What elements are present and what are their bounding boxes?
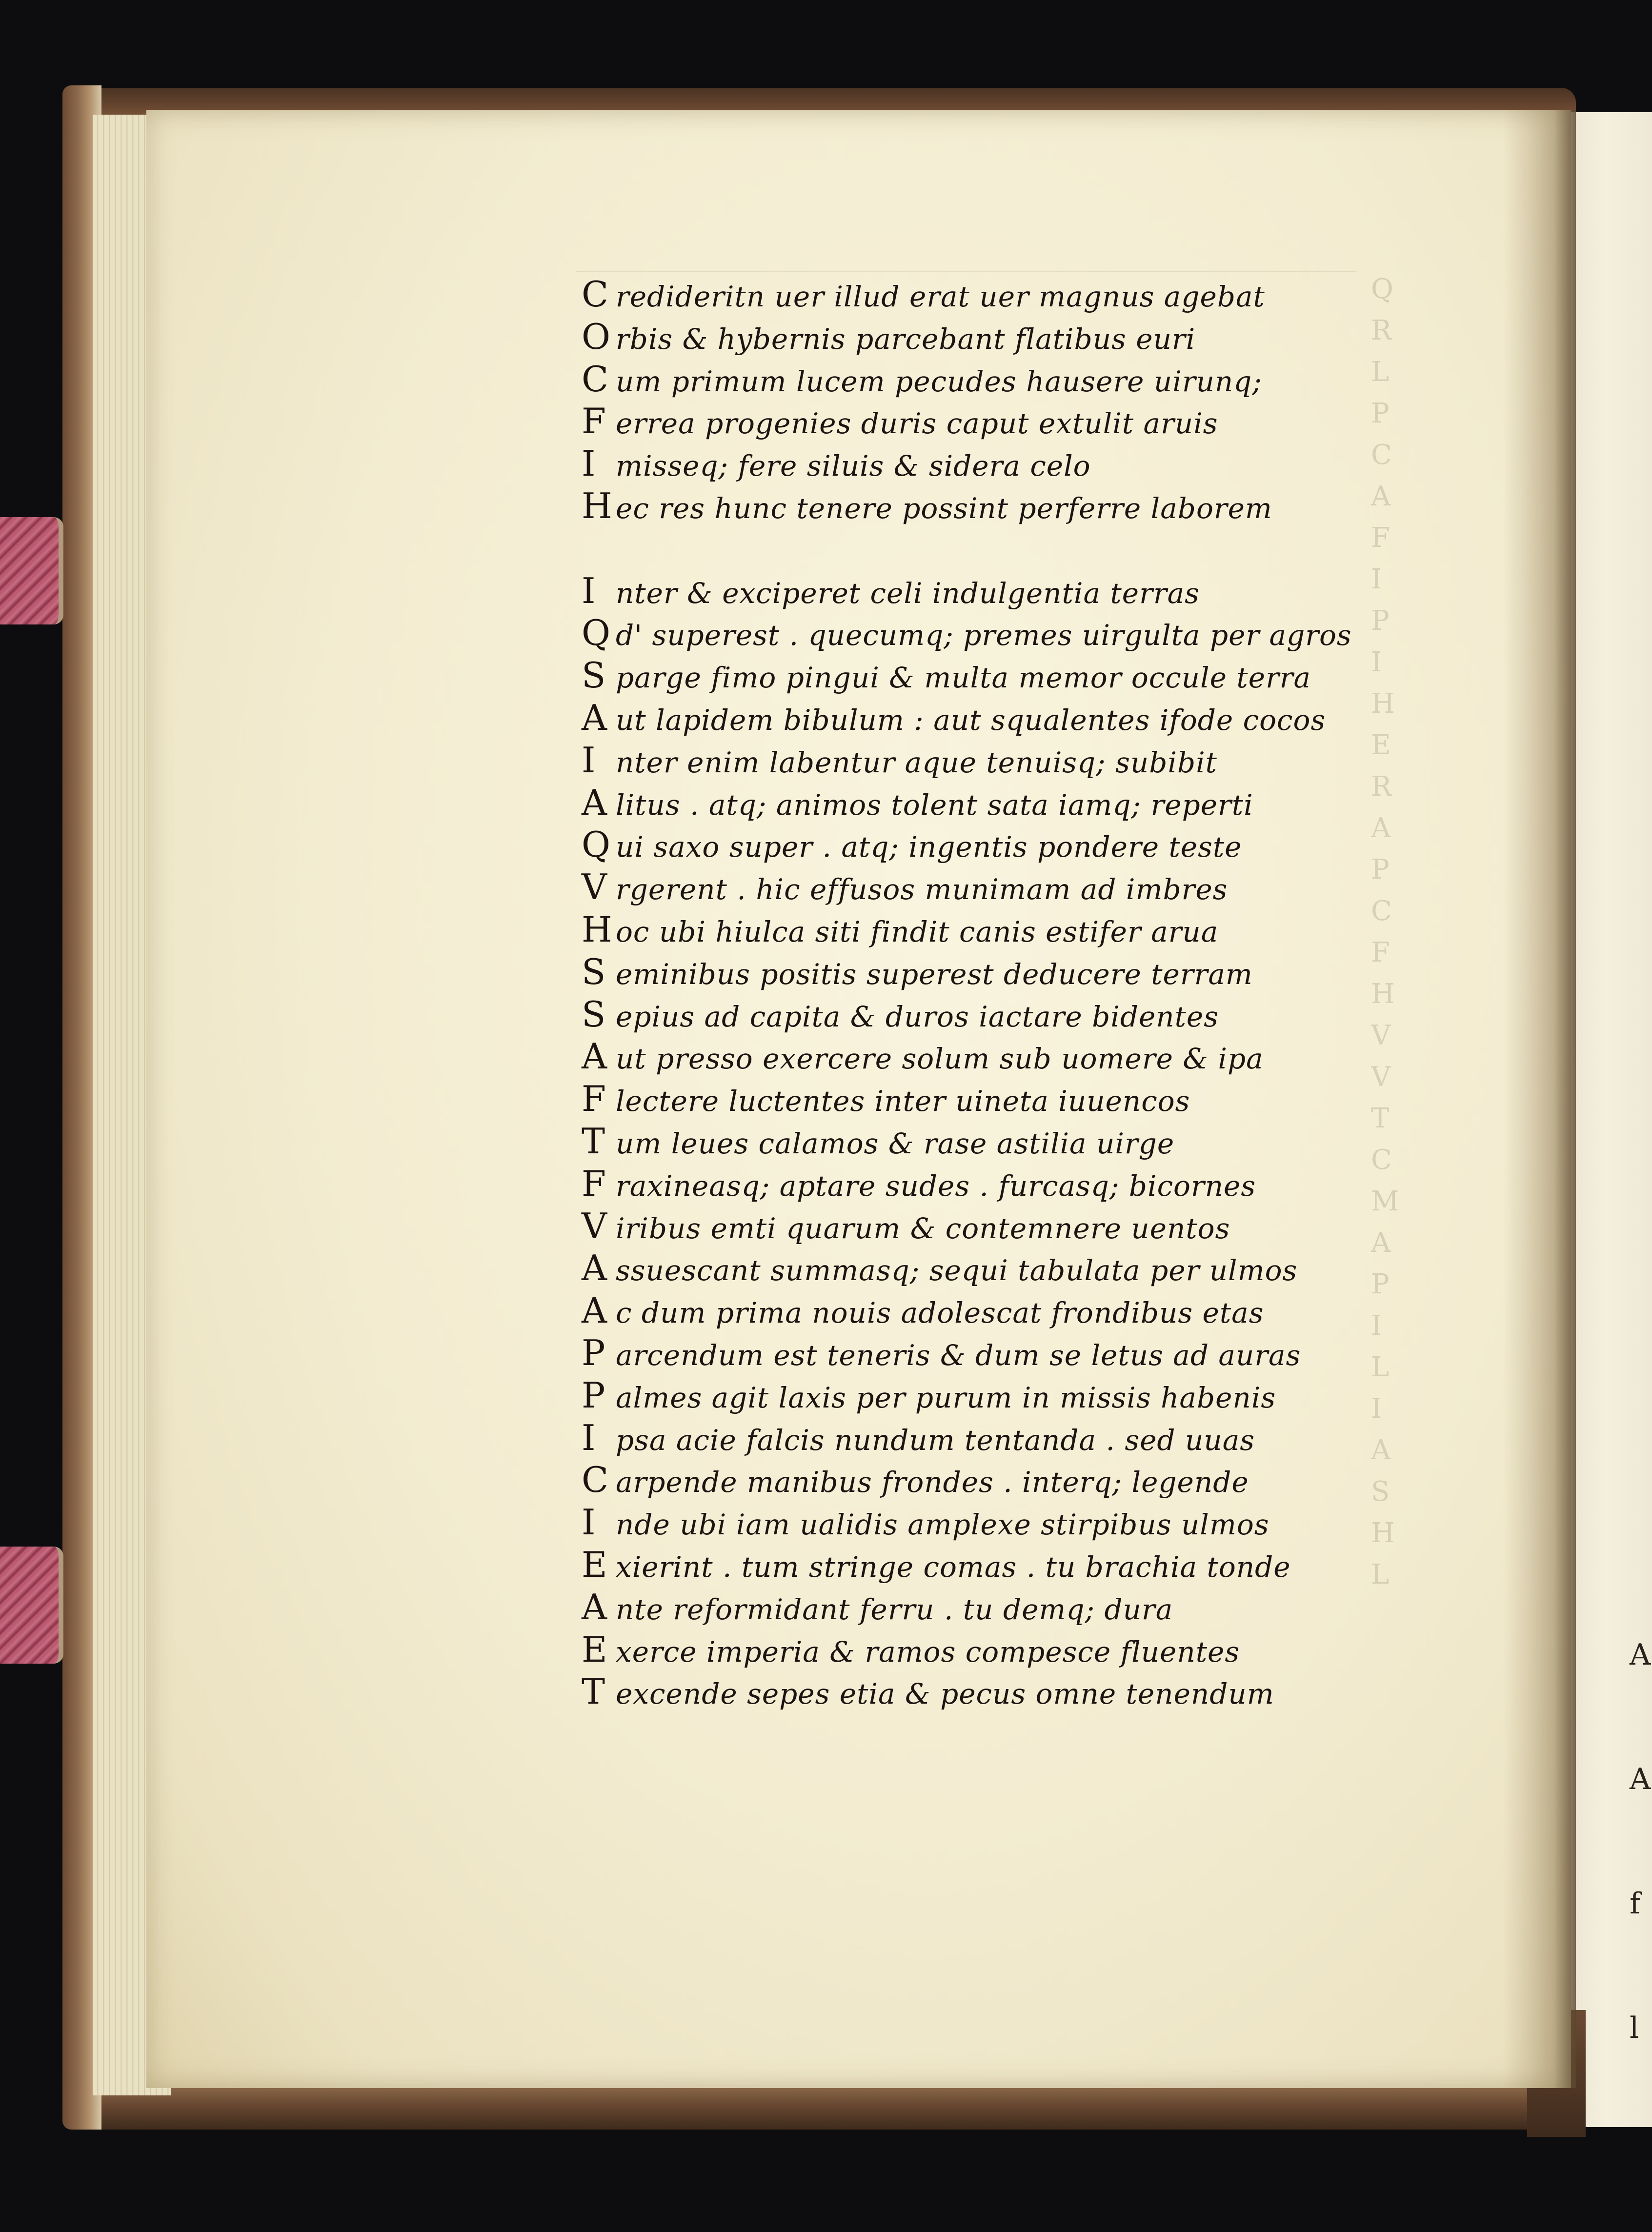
- verse-initial: S: [582, 993, 606, 1035]
- verse-initial: A: [582, 1290, 607, 1331]
- verse-initial: O: [582, 316, 611, 357]
- verse-initial: I: [582, 1502, 596, 1543]
- verse-initial: P: [582, 1332, 605, 1373]
- verse-text: eminibus positis superest deducere terram: [616, 957, 1253, 991]
- verse-text: epius ad capita & duros iactare bidentes: [616, 1000, 1219, 1033]
- verse-line: [582, 570, 1411, 612]
- verse-line: [582, 1078, 1411, 1120]
- verse-text: c dum prima nouis adolescat frondibus etas: [616, 1296, 1264, 1330]
- verse-line: [582, 358, 1411, 401]
- verse-line: [582, 697, 1411, 739]
- verse-initial: Q: [582, 824, 611, 865]
- margin-mark: f: [1630, 1887, 1641, 1921]
- verse-text: parge fimo pingui & multa memor occule terra: [616, 661, 1311, 695]
- verse-initial: V: [582, 1205, 607, 1247]
- verse-text: xierint . tum stringe comas . tu brachia tonde: [616, 1550, 1291, 1584]
- verse-text: psa acie falcis nundum tentanda . sed uuas: [616, 1423, 1255, 1457]
- verse-text: nde ubi iam ualidis amplexe stirpibus ulmos: [616, 1508, 1269, 1542]
- verse-line: [582, 527, 1411, 570]
- verse-line: [582, 654, 1411, 697]
- verse-text: oc ubi hiulca siti findit canis estifer arua: [616, 915, 1219, 948]
- verse-initial: C: [582, 274, 609, 315]
- verse-line: [582, 824, 1411, 866]
- verse-text: nter enim labentur aque tenuisq; subibit: [616, 745, 1217, 779]
- verse-line: [582, 782, 1411, 824]
- verse-text: misseq; fere siluis & sidera celo: [616, 449, 1091, 483]
- verse-initial: E: [582, 1544, 607, 1585]
- verse-line: [582, 1247, 1411, 1289]
- verse-text: d' superest . quecumq; premes uirgulta per agros: [616, 619, 1352, 652]
- verse-initial: A: [582, 782, 607, 823]
- verse-line: [582, 316, 1411, 358]
- verse-initial: S: [582, 655, 606, 696]
- verse-text: xerce imperia & ramos compesce fluentes: [616, 1635, 1240, 1669]
- verse-text: redideritn uer illud erat uer magnus agebat: [616, 280, 1265, 313]
- verse-initial: P: [582, 1374, 605, 1416]
- verse-line: [582, 1289, 1411, 1332]
- verse-text: um leues calamos & rase astilia uirge: [616, 1126, 1175, 1160]
- verse-line: [582, 1374, 1411, 1417]
- verse-text: ssuescant summasq; sequi tabulata per ulmos: [616, 1254, 1298, 1287]
- verse-text: errea progenies duris caput extulit aruis: [616, 407, 1218, 441]
- verse-initial: A: [582, 1586, 607, 1628]
- ruling-line: [576, 271, 1356, 272]
- margin-mark: A: [1630, 1762, 1651, 1796]
- verse-text: iribus emti quarum & contemnere uentos: [616, 1211, 1230, 1245]
- verse-initial: Q: [582, 612, 611, 654]
- verse-line: [582, 1670, 1411, 1713]
- verse-text: arcendum est teneris & dum se letus ad auras: [616, 1338, 1301, 1372]
- verse-line: [582, 1459, 1411, 1501]
- verse-line: [582, 1501, 1411, 1544]
- verse-text: litus . atq; animos tolent sata iamq; reperti: [616, 788, 1253, 822]
- verse-text: ec res hunc tenere possint perferre laborem: [616, 491, 1272, 525]
- verse-line: [582, 1586, 1411, 1629]
- verse-initial: H: [582, 485, 612, 526]
- verse-line: [582, 1417, 1411, 1459]
- verse-line: [582, 1544, 1411, 1586]
- verse-initial: F: [582, 1078, 606, 1120]
- verse-text: excende sepes etia & pecus omne tenendum: [616, 1677, 1274, 1711]
- show-through-text: Q R L P C A F I P I H E R A P C F H V V T C M A P I L I A S H L: [1371, 273, 1399, 1590]
- verse-initial: F: [582, 401, 606, 442]
- verse-initial: T: [582, 1671, 605, 1712]
- verse-text: raxineasq; aptare sudes . furcasq; bicornes: [616, 1169, 1256, 1203]
- verse-line: [582, 612, 1411, 654]
- verse-text: um primum lucem pecudes hausere uirunq;: [616, 364, 1262, 398]
- verse-line: [582, 1120, 1411, 1163]
- verse-text-block: [582, 273, 1411, 1713]
- verse-line: [582, 1035, 1411, 1078]
- verse-line: [582, 400, 1411, 442]
- verse-text: ut presso exercere solum sub uomere & ipa: [616, 1042, 1264, 1076]
- verse-line: [582, 1205, 1411, 1247]
- verse-text: nte reformidant ferru . tu demq; dura: [616, 1592, 1173, 1626]
- verse-initial: T: [582, 1120, 605, 1162]
- verse-text: almes agit laxis per purum in missis habenis: [616, 1381, 1276, 1414]
- verse-initial: I: [582, 1417, 596, 1458]
- verse-line: [582, 739, 1411, 782]
- binding-bottom-board: [73, 2086, 1576, 2130]
- verse-text: rbis & hybernis parcebant flatibus euri: [616, 322, 1196, 356]
- verse-initial: A: [582, 697, 607, 738]
- verse-initial: I: [582, 443, 596, 484]
- verse-line: [582, 1163, 1411, 1205]
- verse-text: arpende manibus frondes . interq; legende: [616, 1466, 1249, 1499]
- verse-line: [582, 951, 1411, 993]
- verse-text: rgerent . hic effusos munimam ad imbres: [616, 873, 1228, 906]
- verse-initial: A: [582, 1247, 607, 1289]
- verse-line: [582, 442, 1411, 485]
- verse-initial: A: [582, 1036, 607, 1077]
- verse-initial: F: [582, 1163, 606, 1204]
- verse-initial: E: [582, 1629, 607, 1670]
- verse-initial: C: [582, 1459, 609, 1501]
- verse-initial: C: [582, 358, 609, 400]
- binding-tie-upper: [0, 517, 63, 624]
- verse-initial: H: [582, 908, 612, 950]
- verse-text: ut lapidem bibulum : aut squalentes ifode cocos: [616, 703, 1326, 737]
- margin-mark: l: [1630, 2011, 1639, 2045]
- verse-text: nter & exciperet celi indulgentia terras: [616, 576, 1200, 610]
- verse-initial: I: [582, 570, 596, 611]
- margin-mark: A: [1630, 1638, 1651, 1672]
- binding-tie-lower: [0, 1547, 63, 1664]
- verse-line: [582, 866, 1411, 908]
- facing-page-marginalia: [1630, 1551, 1652, 2132]
- verse-line: [582, 273, 1411, 316]
- verse-line: [582, 908, 1411, 951]
- verse-text: lectere luctentes inter uineta iuuencos: [616, 1085, 1190, 1118]
- verse-initial: I: [582, 739, 596, 781]
- verse-line: [582, 1332, 1411, 1374]
- verse-text: ui saxo super . atq; ingentis pondere teste: [616, 830, 1242, 864]
- verse-initial: S: [582, 951, 606, 992]
- verse-line: [582, 993, 1411, 1036]
- verse-line: [582, 1629, 1411, 1671]
- verse-initial: V: [582, 866, 607, 908]
- verse-line: [582, 485, 1411, 527]
